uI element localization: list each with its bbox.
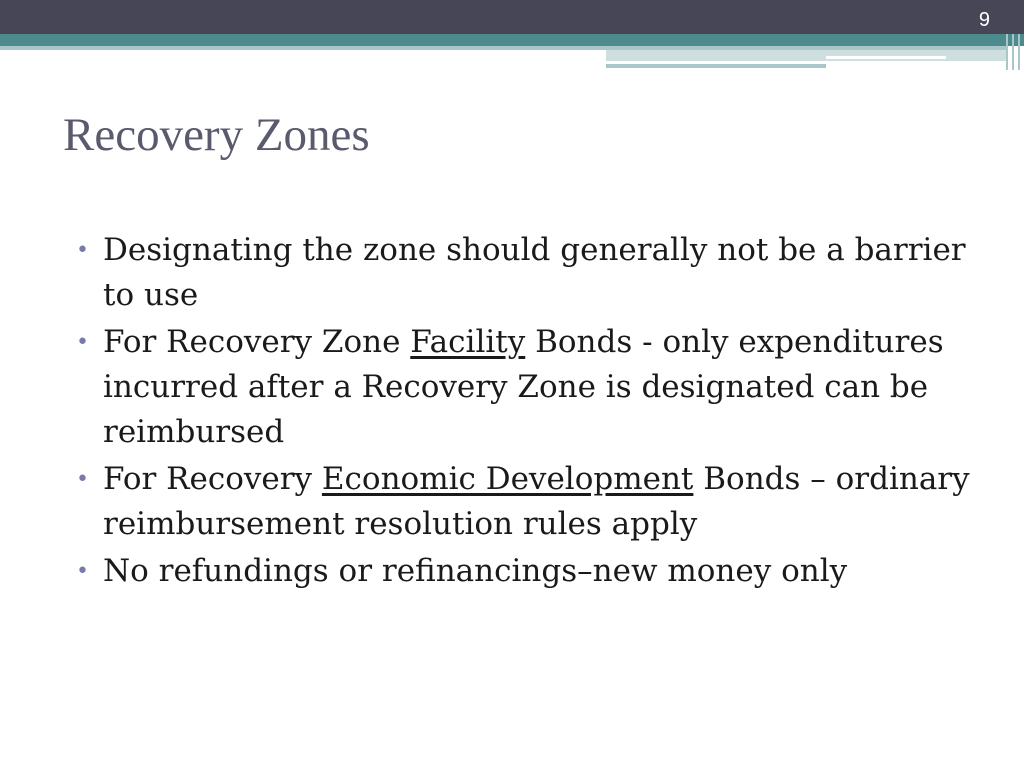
bullet-text: Bonds - only expenditures incurred after a Recovery Zone is designated can be reimbursed [103,324,944,450]
bullet-item [76,549,976,594]
accent-stripe-right-lower [606,64,826,68]
accent-vertical-line [1006,34,1008,70]
accent-stripe-right [606,50,1006,61]
bullet-item [76,320,976,455]
underlined-term: Economic Development [321,461,694,497]
accent-vertical-line [1012,34,1014,70]
bullet-item [76,228,976,318]
bullet-marker: • [76,330,89,355]
bullet-text: For Recovery [103,461,322,497]
bullet-marker: • [76,467,89,492]
accent-vertical-line [1018,34,1020,70]
accent-stripe-gap [826,56,946,59]
bullet-marker: • [76,559,89,584]
header-bar [0,0,1024,34]
bullet-text: Designating the zone should generally not be a barrier to use [103,232,966,313]
bullet-list [76,228,976,596]
bullet-item [76,457,976,547]
slide-title: Recovery Zones [63,109,370,161]
bullet-text: For Recovery Zone [103,324,411,360]
underlined-term: Facility [410,324,526,360]
bullet-text: Bonds – ordinary reimbursement resolution rules apply [103,461,970,542]
bullet-marker: • [76,238,89,263]
slide-number: 9 [978,9,990,31]
bullet-text: No refundings or refinancings–new money only [103,553,848,589]
accent-stripe [0,34,1024,46]
